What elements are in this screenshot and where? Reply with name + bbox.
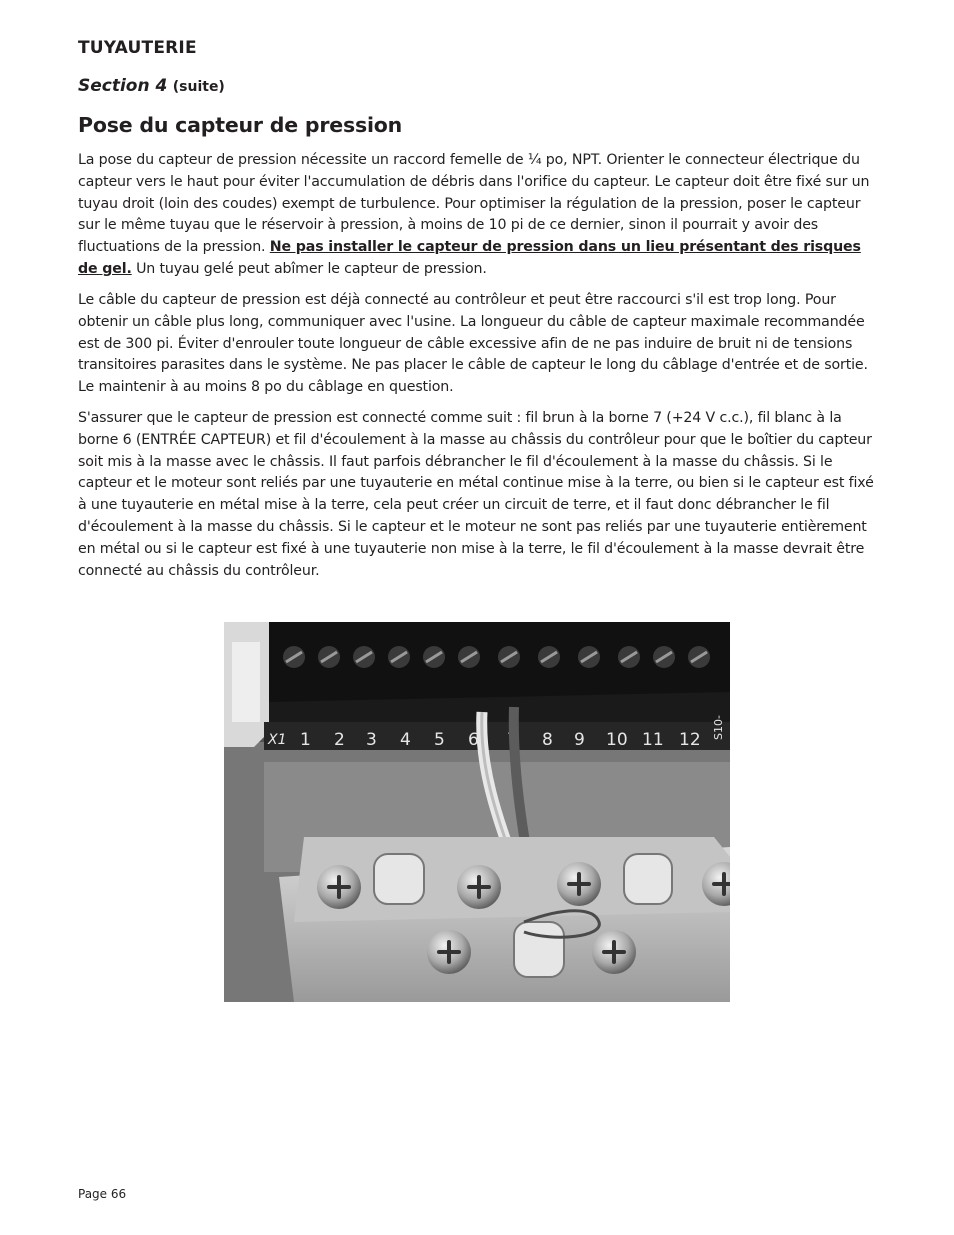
paragraph-sensor-installation	[78, 150, 878, 281]
side-label: S10-	[712, 715, 725, 740]
paragraph-text: La pose du capteur de pression nécessite un raccord femelle de ¼ po, NPT. Orienter le connecteur électrique du capteur vers le haut pour éviter l'accumulation de débris dans l'orifice du capteur. Le capteur doit être fixé sur un tuyau droit (loin des coudes) exempt de turbulence. Pour optimiser la régulation de la pression, poser le capteur sur le même tuyau que le réservoir à pression, à moins de 10 pi de ce dernier, sinon il pourrait y avoir des fluctuations de la pression.	[78, 152, 870, 256]
terminal-number: 3	[366, 730, 377, 750]
section-header: TUYAUTERIE	[78, 38, 197, 58]
terminal-number: 9	[574, 730, 585, 750]
page-title: Pose du capteur de pression	[78, 113, 403, 137]
terminal-block-photo	[224, 622, 730, 1002]
terminal-number: 4	[400, 730, 411, 750]
page-number: Page 66	[78, 1187, 127, 1201]
suite-label: (suite)	[172, 79, 225, 95]
terminal-number: 8	[542, 730, 553, 750]
strip-label: X1	[268, 732, 287, 748]
paragraph-cable: Le câble du capteur de pression est déjà connecté au contrôleur et peut être raccourci s'il est trop long. Pour obtenir un câble plus long, communiquer avec l'usine. La longueur du câble de capteur maximale recommandée est de 300 pi. Éviter d'enrouler toute longueur de câble excessive afin de ne pas induire de bruit ni de tensions transitoires parasites dans le système. Ne pas placer le câble de capteur le long du câblage d'entrée et de sortie. Le maintenir à au moins 8 po du câblage en question.	[78, 292, 868, 396]
terminal-number: 5	[434, 730, 445, 750]
terminal-number: 11	[642, 730, 664, 750]
terminal-number: 6	[468, 730, 479, 750]
section-label: Section 4	[78, 76, 168, 96]
terminal-number: 10	[606, 730, 628, 750]
paragraph-wiring: S'assurer que le capteur de pression est connecté comme suit : fil brun à la borne 7 (+24 V c.c.), fil blanc à la borne 6 (ENTRÉE CAPTEUR) et fil d'écoulement à la masse au châssis du contrôleur pour que le boîtier du capteur soit mis à la masse avec le châssis. Il faut parfois débrancher le fil d'écoulement à la masse du châssis. Si le capteur et le moteur sont reliés par une tuyauterie en métal continue mise à la terre, ou bien si le capteur est fixé à une tuyauterie en métal mise à la terre, cela peut créer un circuit de terre, et il faut donc débrancher le fil d'écoulement à la masse du châssis. Si le capteur et le moteur ne sont pas reliés par une tuyauterie entièrement en métal ou si le capteur est fixé à une tuyauterie non mise à la terre, le fil d'écoulement à la masse devrait être connecté au châssis du contrôleur.	[78, 410, 874, 579]
freeze-warning: Ne pas installer le capteur de pression dans un lieu présentant des risques de gel.	[78, 239, 861, 277]
terminal-number: 12	[679, 730, 701, 750]
terminal-number: 7	[507, 730, 518, 750]
paragraph-text: Un tuyau gelé peut abîmer le capteur de pression.	[131, 260, 487, 277]
terminal-number: 2	[334, 730, 345, 750]
terminal-number: 1	[300, 730, 311, 750]
section-subheader	[78, 76, 225, 96]
